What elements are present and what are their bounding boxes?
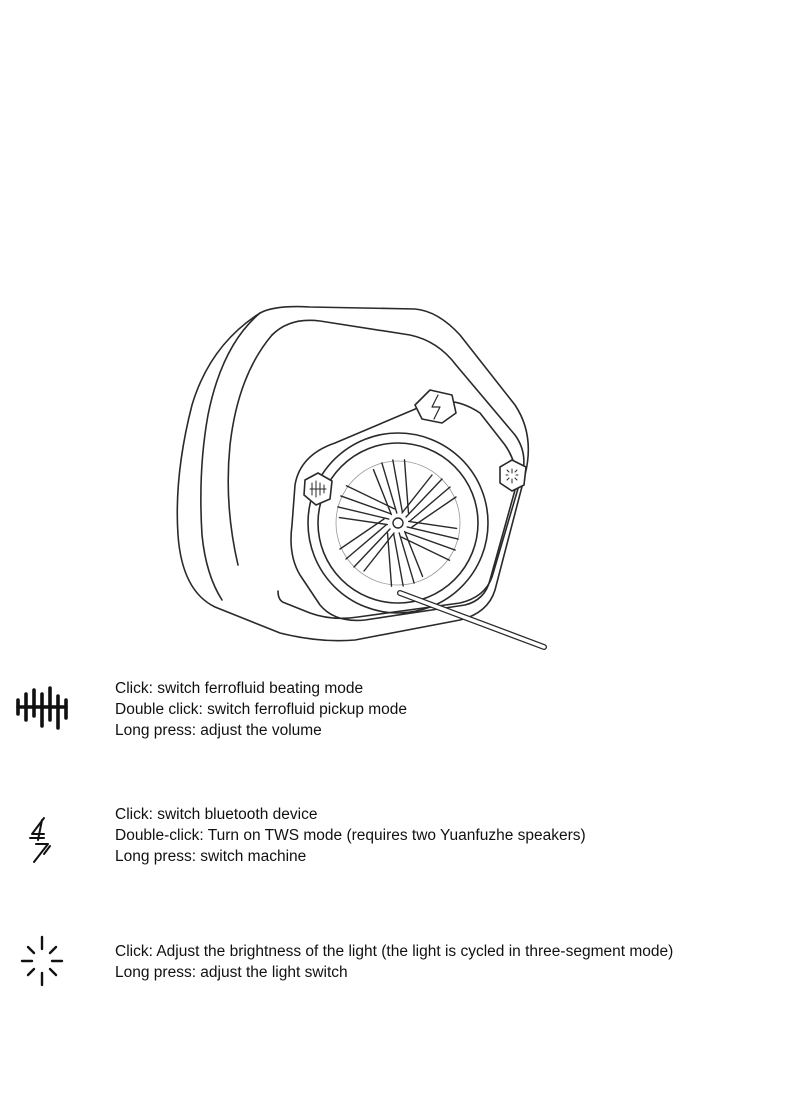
light-button-text	[115, 941, 673, 983]
speaker-button-light	[500, 460, 526, 491]
speaker-grille	[327, 449, 468, 597]
mode-click-text: Click: switch ferrofluid beating mode	[115, 680, 364, 697]
light-burst-icon	[14, 933, 70, 989]
mode-long-press-text: Long press: adjust the volume	[115, 722, 322, 739]
speaker-button-mode	[304, 473, 332, 505]
bluetooth-click-text: Click: switch bluetooth device	[115, 806, 318, 823]
speaker-illustration	[160, 295, 580, 665]
mode-double-click-text: Double click: switch ferrofluid pickup mode	[115, 701, 408, 718]
light-long-press-text: Long press: adjust the light switch	[115, 964, 348, 981]
lightning-bolt-icon	[14, 814, 62, 870]
speaker-cable	[400, 593, 544, 647]
bluetooth-button-text	[115, 804, 586, 867]
speaker-body-outline	[177, 307, 528, 641]
mode-button-text	[115, 678, 407, 741]
speaker-button-bluetooth	[415, 390, 456, 423]
bluetooth-long-press-text: Long press: switch machine	[115, 848, 307, 865]
sound-wave-icon	[14, 686, 76, 730]
speaker-front-panel	[272, 320, 524, 618]
bluetooth-double-click-text: Double-click: Turn on TWS mode (requires two Yuanfuzhe speakers)	[115, 827, 586, 844]
light-click-text: Click: Adjust the brightness of the light (the light is cycled in three-segment mode)	[115, 943, 674, 960]
